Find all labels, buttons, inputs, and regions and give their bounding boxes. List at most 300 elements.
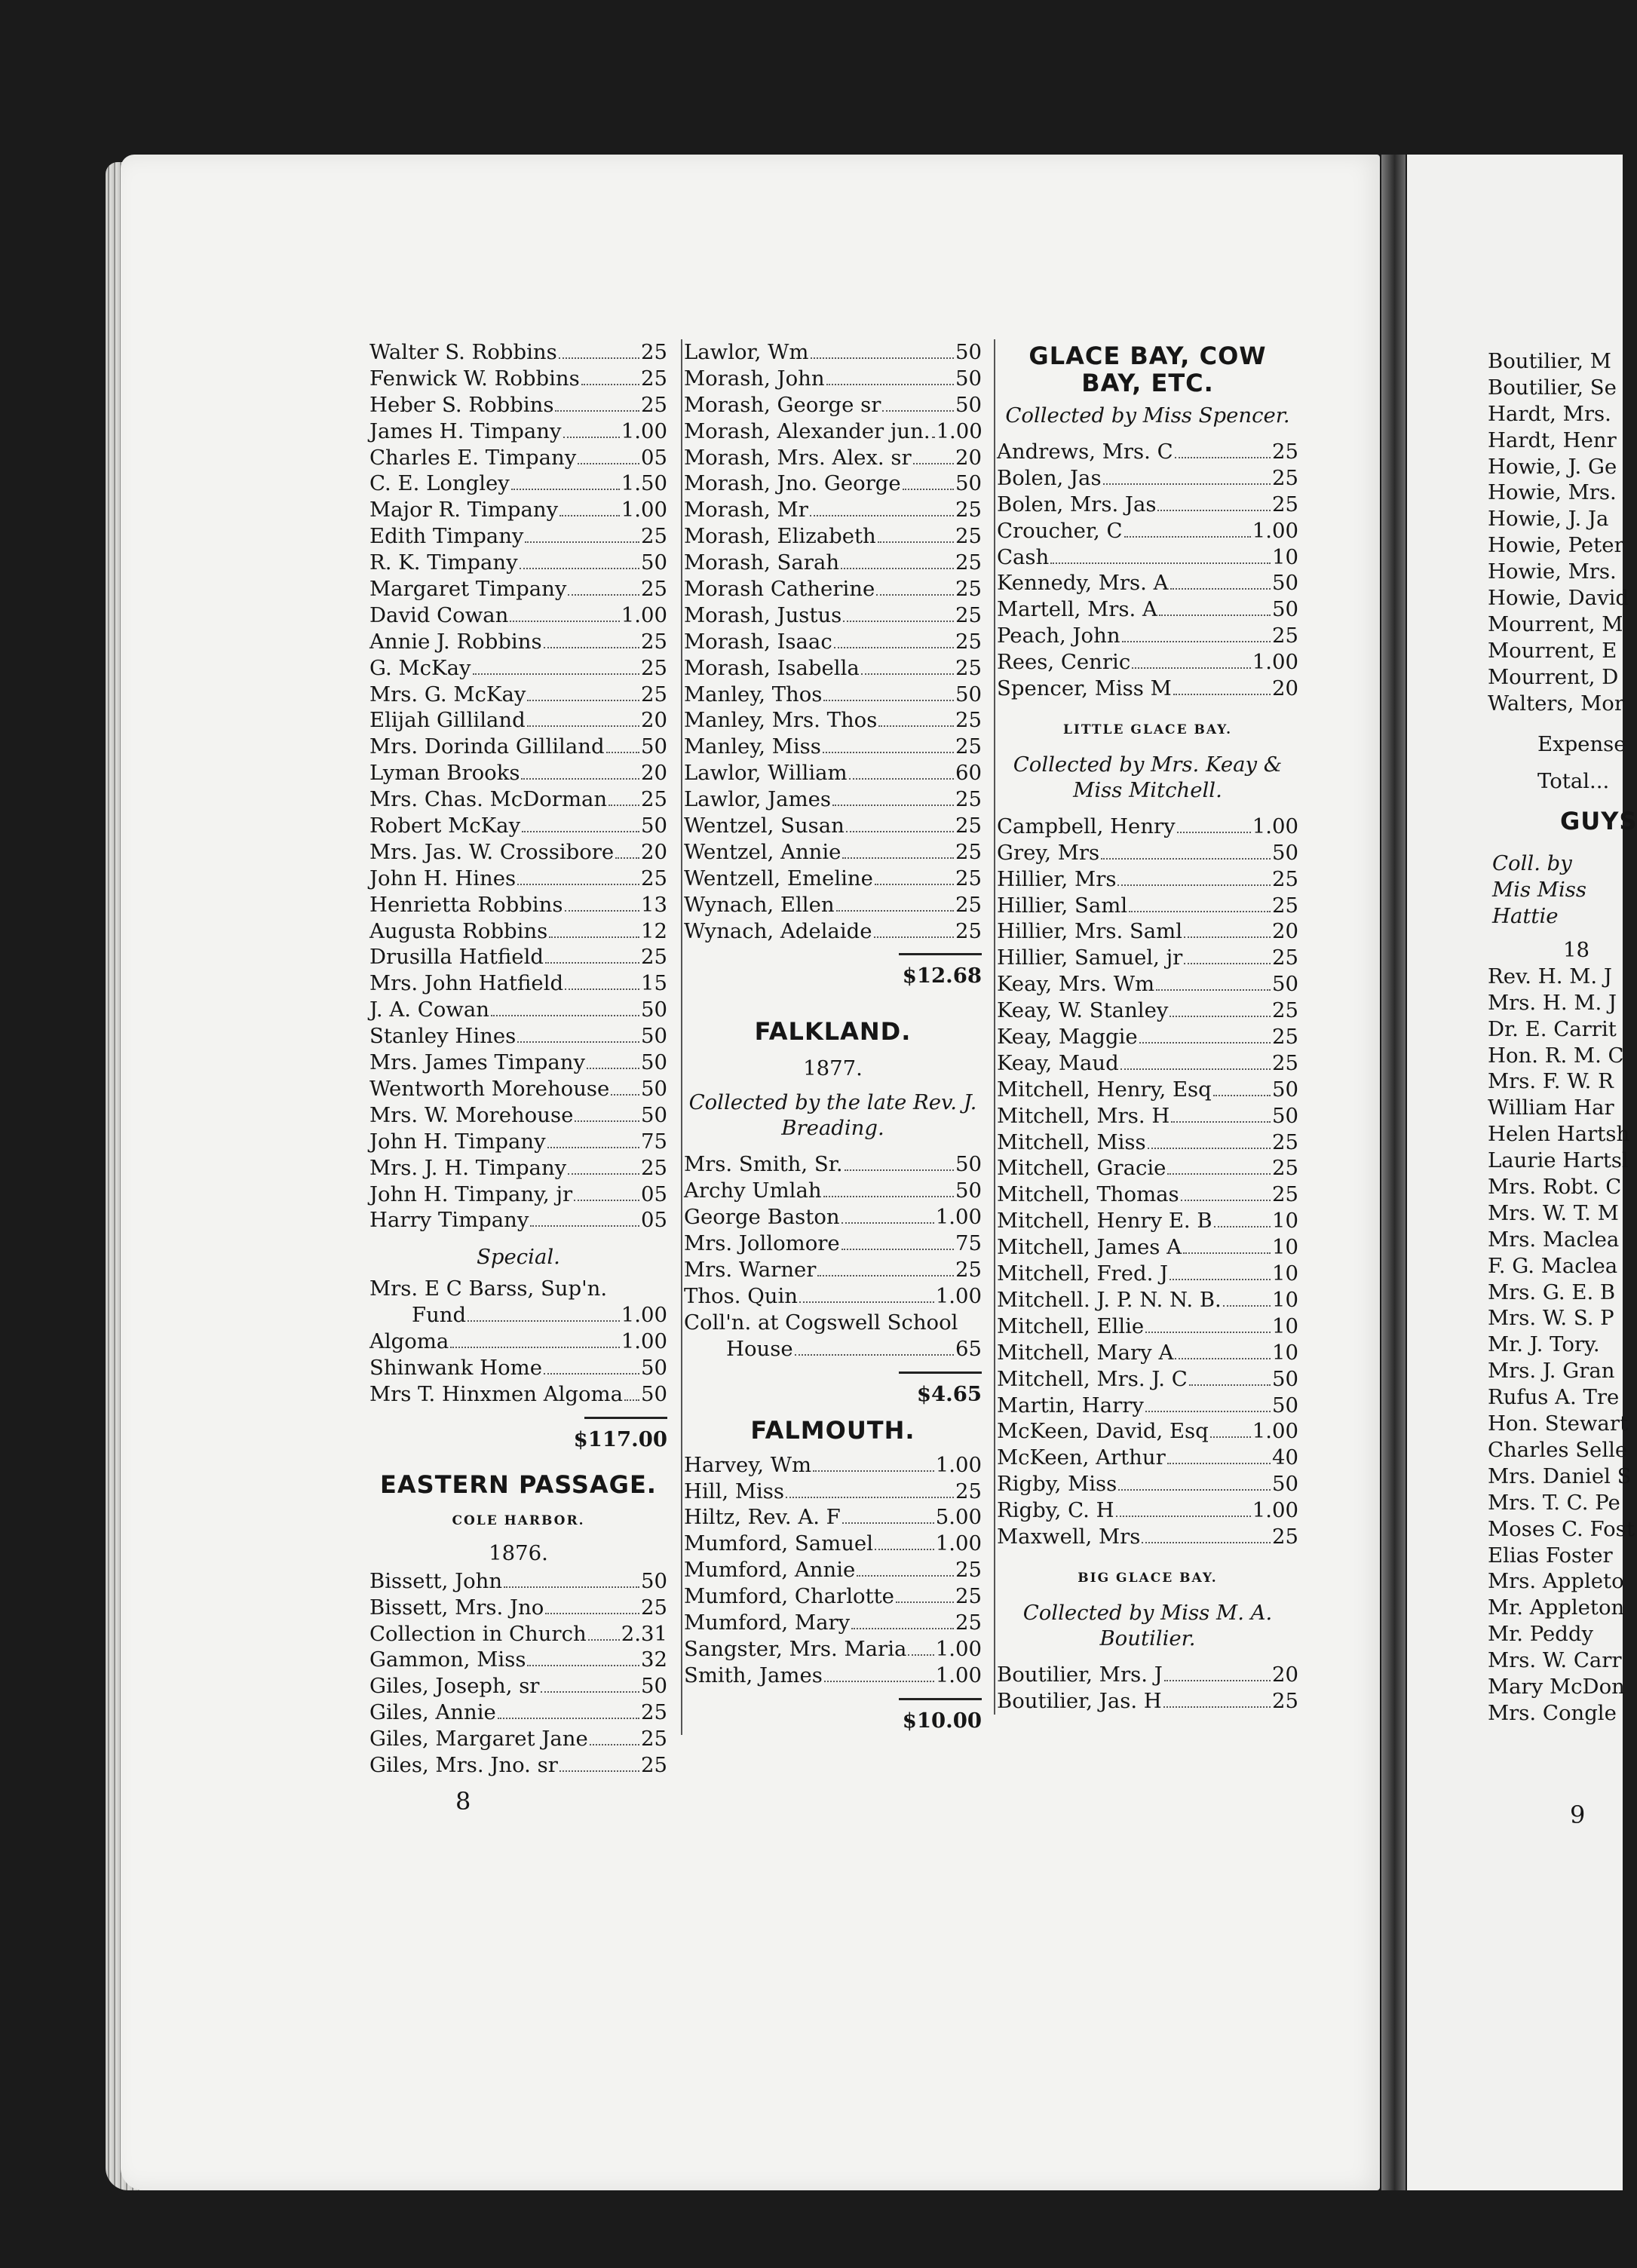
donor-name: James H. Timpany xyxy=(369,418,562,443)
donation-amount: 25 xyxy=(641,655,667,680)
donation-amount: 25 xyxy=(641,629,667,654)
donor-name: Coll'n. at Cogswell School xyxy=(684,1310,958,1335)
dot-leader xyxy=(547,1142,639,1148)
dot-leader xyxy=(1157,505,1271,511)
donor-name: Rigby, Miss xyxy=(997,1472,1117,1497)
donation-amount: 25 xyxy=(641,577,667,602)
donation-amount: 1.00 xyxy=(936,418,983,443)
donor-name: Maxwell, Mrs xyxy=(997,1524,1141,1549)
donor-name: Moses C. Fost xyxy=(1488,1516,1635,1541)
donor-name: Campbell, Henry xyxy=(997,814,1176,838)
donor-name: Wynach, Ellen xyxy=(684,892,835,917)
dot-leader xyxy=(527,695,639,701)
dot-leader xyxy=(1175,1353,1271,1359)
list-item xyxy=(1488,1516,1635,1543)
donor-list xyxy=(1488,348,1629,716)
list-item xyxy=(1488,428,1623,454)
donor-name: Harvey, Wm xyxy=(684,1452,812,1477)
list-item xyxy=(997,1313,1298,1340)
list-item xyxy=(1488,1200,1623,1227)
dot-leader xyxy=(817,1270,954,1277)
donor-name: Mourrent, D xyxy=(1488,664,1619,689)
list-item xyxy=(997,945,1298,971)
donation-amount: 50 xyxy=(955,682,982,706)
donor-name: John H. Timpany xyxy=(369,1129,546,1154)
donation-amount: 25 xyxy=(955,550,982,575)
dot-leader xyxy=(1171,1117,1271,1123)
donor-name: Charles E. Timpany xyxy=(369,445,577,470)
donor-name: Mourrent, E xyxy=(1488,638,1617,663)
list-item xyxy=(684,602,982,629)
donor-name: Manley, Miss xyxy=(684,734,821,759)
donation-amount: 50 xyxy=(641,1381,667,1406)
donation-amount: 50 xyxy=(955,366,982,391)
donation-amount: 1.00 xyxy=(1252,650,1298,675)
donor-name: J. A. Cowan xyxy=(369,998,489,1022)
list-item xyxy=(997,1287,1298,1313)
donor-list xyxy=(997,439,1298,702)
list-item xyxy=(1488,348,1623,375)
donation-amount: 10 xyxy=(1272,1313,1298,1338)
list-item xyxy=(369,339,667,366)
dot-leader xyxy=(1167,1458,1271,1464)
donation-amount: 20 xyxy=(641,708,667,733)
dot-leader xyxy=(1213,1090,1271,1096)
dot-leader xyxy=(1145,1406,1271,1412)
donation-amount: 25 xyxy=(641,787,667,812)
donor-name: Boutilier, Mrs. J xyxy=(997,1662,1163,1687)
list-item xyxy=(1488,480,1623,506)
donor-name: Elijah Gilliland xyxy=(369,708,526,733)
dot-leader xyxy=(511,484,620,490)
donor-name: Hardt, Henr xyxy=(1488,428,1617,452)
donor-name: Mumford, Samuel xyxy=(684,1531,874,1556)
subsection-heading: BIG GLACE BAY. xyxy=(1078,1570,1218,1586)
donor-name: Laurie Hartsl xyxy=(1488,1148,1629,1173)
list-item xyxy=(997,1471,1298,1497)
donation-amount: 25 xyxy=(955,498,982,523)
column-2 xyxy=(681,339,982,1735)
list-item xyxy=(1488,1621,1623,1647)
dot-leader xyxy=(588,1635,620,1641)
list-item xyxy=(1488,1174,1623,1200)
donor-name: Henrietta Robbins xyxy=(369,892,563,917)
column-3 xyxy=(994,339,1298,1715)
list-item xyxy=(1488,559,1623,585)
donor-name: Mr. Peddy xyxy=(1488,1622,1594,1647)
donor-name: Mr. J. Tory. xyxy=(1488,1332,1600,1357)
list-item xyxy=(369,1276,667,1302)
donor-name: Morash, Justus xyxy=(684,602,842,627)
donor-name: Mrs. Chas. McDorman xyxy=(369,787,608,812)
list-item xyxy=(684,445,982,471)
donor-name: Morash, Sarah xyxy=(684,550,840,575)
donor-name: Mrs. Robt. C xyxy=(1488,1175,1622,1200)
total-rule xyxy=(584,1417,667,1419)
list-item xyxy=(1488,454,1623,480)
list-item xyxy=(369,944,667,970)
donation-amount: 25 xyxy=(955,787,982,812)
dot-leader xyxy=(1117,880,1271,886)
donation-amount: 50 xyxy=(1272,1366,1298,1391)
list-item xyxy=(369,655,667,682)
donor-name: Mrs. J. H. Timpany xyxy=(369,1155,567,1180)
donor-name: Mitchell, James A xyxy=(997,1235,1182,1260)
donor-name: Mrs. Congle xyxy=(1488,1700,1617,1725)
donor-name: Morash, Isaac xyxy=(684,629,832,654)
list-item xyxy=(997,918,1298,945)
donor-name: Peach, John xyxy=(997,624,1120,648)
donation-amount: 25 xyxy=(641,1595,667,1620)
dot-leader xyxy=(1148,1143,1271,1149)
donor-name: Mrs. T. C. Pe xyxy=(1488,1490,1620,1515)
donor-name: Rees, Cenric xyxy=(997,650,1131,675)
donor-name: Mr. Appleton xyxy=(1488,1595,1625,1620)
list-item xyxy=(369,1621,667,1647)
donor-name: William Har xyxy=(1488,1096,1614,1120)
donor-name: Mitchell, Henry E. B xyxy=(997,1209,1212,1234)
donor-name: Howie, J. Ja xyxy=(1488,507,1609,532)
dot-leader xyxy=(1145,1327,1271,1333)
donor-name: Howie, Mrs. xyxy=(1488,480,1617,505)
donor-name: House xyxy=(726,1336,793,1361)
donor-name: Lawlor, James xyxy=(684,787,832,812)
dot-leader xyxy=(832,800,954,806)
list-item xyxy=(1488,611,1623,638)
donation-amount: 10 xyxy=(1272,1209,1298,1234)
donor-name: Keay, Maggie xyxy=(997,1025,1138,1050)
donor-name: Walter S. Robbins xyxy=(369,340,557,364)
donation-amount: 50 xyxy=(641,1076,667,1101)
donor-name: Hillier, Samuel, jr xyxy=(997,946,1183,970)
donor-name: Edith Timpany xyxy=(369,524,524,549)
donor-name: Rev. H. M. J xyxy=(1488,964,1612,988)
dot-leader xyxy=(520,563,639,569)
dot-leader xyxy=(450,1342,619,1348)
dot-leader xyxy=(1129,906,1271,912)
donation-amount: 25 xyxy=(1272,1688,1298,1713)
list-item xyxy=(1488,1568,1623,1595)
list-item xyxy=(684,523,982,550)
dot-leader xyxy=(799,1297,934,1303)
donor-name: Mrs. James Timpany xyxy=(369,1050,585,1075)
donor-name: Wentzel, Susan xyxy=(684,814,845,838)
dot-leader xyxy=(857,1571,954,1577)
list-item xyxy=(369,1102,667,1129)
donation-amount: 50 xyxy=(641,1674,667,1699)
list-item xyxy=(997,814,1298,840)
dot-leader xyxy=(849,774,954,780)
dot-leader xyxy=(568,590,639,596)
donation-amount: 50 xyxy=(955,471,982,496)
dot-leader xyxy=(1156,985,1271,991)
donor-name: Mitchell, Thomas xyxy=(997,1182,1179,1207)
donation-amount: 50 xyxy=(1272,1103,1298,1128)
list-item xyxy=(997,1340,1298,1366)
donor-name: Mrs. Jas. W. Crossibore xyxy=(369,839,615,864)
donation-amount: 25 xyxy=(955,734,982,759)
donor-name: Morash, Elizabeth xyxy=(684,524,876,549)
list-item xyxy=(369,497,667,523)
list-item xyxy=(684,734,982,760)
donor-name: Wentzel, Annie xyxy=(684,839,841,864)
donor-name: Howie, Peter xyxy=(1488,533,1624,558)
donor-name: Helen Hartsh xyxy=(1488,1122,1630,1147)
donation-amount: 50 xyxy=(641,1102,667,1127)
list-item xyxy=(1488,1016,1623,1043)
donation-amount: 50 xyxy=(955,1152,982,1177)
donation-amount: 25 xyxy=(955,629,982,654)
donor-name: Giles, Mrs. Jno. sr xyxy=(369,1752,558,1777)
donor-name: Mrs. John Hatfield xyxy=(369,971,564,996)
dot-leader xyxy=(559,353,639,359)
donor-name: Keay, W. Stanley xyxy=(997,998,1169,1023)
dot-leader xyxy=(908,1650,933,1656)
donation-amount: 25 xyxy=(641,1727,667,1752)
donor-name: Rufus A. Tre xyxy=(1488,1385,1620,1410)
dot-leader xyxy=(1183,1248,1271,1254)
donor-name: Morash, Isabella xyxy=(684,655,860,680)
list-item xyxy=(684,1663,982,1689)
dot-leader xyxy=(1170,1011,1271,1017)
donor-name: Hillier, Saml xyxy=(997,893,1128,918)
list-item xyxy=(369,629,667,655)
donor-name: Howie, J. Ge xyxy=(1488,454,1617,479)
donor-name: Kennedy, Mrs. A xyxy=(997,571,1169,596)
subsection-heading: LITTLE GLACE BAY. xyxy=(1062,722,1233,737)
list-item xyxy=(1488,1595,1623,1621)
donation-amount: 50 xyxy=(1272,972,1298,997)
list-item xyxy=(369,813,667,839)
list-item xyxy=(1488,506,1623,532)
list-item xyxy=(997,1103,1298,1129)
donor-name: Mitchell, Mrs. H xyxy=(997,1103,1170,1128)
list-item xyxy=(1488,1253,1623,1280)
donation-amount: 32 xyxy=(641,1647,667,1672)
list-item xyxy=(369,1182,667,1208)
dot-leader xyxy=(823,747,954,753)
donation-amount: 25 xyxy=(1272,866,1298,891)
dot-leader xyxy=(1173,689,1271,695)
donor-name: Hardt, Mrs. xyxy=(1488,401,1611,426)
list-item xyxy=(369,1076,667,1102)
donation-amount: 50 xyxy=(641,1355,667,1380)
donation-amount: 05 xyxy=(641,1182,667,1206)
donor-name: Mrs. W. S. P xyxy=(1488,1306,1614,1331)
dot-leader xyxy=(851,1623,954,1629)
collector-note: Collected by Miss M. A. Boutilier. xyxy=(1022,1600,1273,1650)
list-item xyxy=(1488,1148,1629,1174)
list-item xyxy=(1488,1121,1630,1148)
donor-name: Hon. Stewart xyxy=(1488,1411,1629,1436)
list-item xyxy=(684,629,982,655)
total-label: Total... xyxy=(1537,769,1610,794)
dot-leader xyxy=(1132,663,1251,669)
list-item xyxy=(684,418,982,445)
list-item xyxy=(369,682,667,708)
donor-name: Mumford, Charlotte xyxy=(684,1584,894,1609)
dot-leader xyxy=(549,932,639,938)
donor-name: Mitchell, Ellie xyxy=(997,1313,1145,1338)
donor-name: McKeen, David, Esq xyxy=(997,1419,1209,1444)
dot-leader xyxy=(878,537,954,543)
dot-leader xyxy=(615,853,639,859)
donation-amount: 1.00 xyxy=(935,1452,982,1477)
donor-name: Rigby, C. H xyxy=(997,1498,1114,1523)
column-1 xyxy=(369,339,667,1779)
list-item xyxy=(369,1752,667,1779)
list-item xyxy=(997,1050,1298,1077)
list-item xyxy=(1488,1068,1623,1095)
list-item xyxy=(997,1208,1298,1234)
donation-amount: 25 xyxy=(1272,1524,1298,1549)
dot-leader xyxy=(510,616,619,622)
donation-amount: 20 xyxy=(1272,676,1298,701)
list-item xyxy=(1488,1700,1623,1727)
list-item xyxy=(997,1418,1298,1445)
donation-amount: 50 xyxy=(1272,840,1298,865)
donation-amount: 25 xyxy=(955,602,982,627)
donation-amount: 25 xyxy=(1272,998,1298,1023)
donation-amount: 12 xyxy=(641,918,667,943)
donor-name: Grey, Mrs xyxy=(997,840,1100,865)
donation-amount: 25 xyxy=(1272,1025,1298,1050)
list-item xyxy=(684,1636,982,1663)
dot-leader xyxy=(1177,827,1251,833)
dot-leader xyxy=(544,642,639,648)
donor-name: Hillier, Mrs xyxy=(997,866,1117,891)
dot-leader xyxy=(1164,1675,1271,1681)
list-item xyxy=(684,1531,982,1557)
donor-name: Mrs. G. E. B xyxy=(1488,1280,1616,1304)
donor-name: Croucher, C xyxy=(997,518,1123,543)
donor-name: Stanley Hines xyxy=(369,1024,517,1049)
total-rule xyxy=(899,1698,982,1700)
list-item xyxy=(1488,375,1623,401)
donor-name: Morash, Alexander jun. xyxy=(684,418,930,443)
dot-leader xyxy=(1210,1432,1251,1438)
collector-note: Collected by the late Rev. J. Breading. xyxy=(688,1090,977,1141)
donor-name: Manley, Mrs. Thos xyxy=(684,708,878,733)
list-item xyxy=(369,1050,667,1076)
total-rule xyxy=(899,1372,982,1374)
dot-leader xyxy=(841,1244,954,1250)
list-item xyxy=(1488,585,1629,611)
donation-amount: 50 xyxy=(641,814,667,838)
dot-leader xyxy=(525,537,639,543)
list-item xyxy=(1488,532,1623,559)
list-item xyxy=(997,1024,1298,1050)
donation-amount: 25 xyxy=(641,524,667,549)
donation-amount: 25 xyxy=(1272,1182,1298,1207)
list-item xyxy=(684,576,982,602)
donation-amount: 50 xyxy=(955,340,982,364)
donor-name: Morash, Mrs. Alex. sr xyxy=(684,445,912,470)
dot-leader xyxy=(587,1063,639,1069)
donor-name: Mrs. Smith, Sr. xyxy=(684,1152,843,1177)
list-item xyxy=(997,1155,1298,1182)
donation-amount: 1.00 xyxy=(935,1663,982,1687)
dot-leader xyxy=(1116,1511,1251,1517)
dot-leader xyxy=(467,1316,620,1322)
dot-leader xyxy=(498,1713,639,1719)
donation-amount: 20 xyxy=(1272,919,1298,944)
list-item xyxy=(997,1366,1298,1393)
donation-amount: 05 xyxy=(641,1208,667,1233)
dot-leader xyxy=(517,1037,639,1043)
dot-leader xyxy=(875,1544,934,1550)
dot-leader xyxy=(530,1221,639,1227)
donation-amount: 50 xyxy=(641,550,667,575)
dot-leader xyxy=(896,1597,954,1603)
donor-name: Augusta Robbins xyxy=(369,918,548,943)
donor-list xyxy=(684,1452,982,1689)
donor-name: Hon. R. M. C xyxy=(1488,1043,1624,1068)
list-item xyxy=(997,866,1298,893)
dot-leader xyxy=(1163,1702,1271,1708)
list-item xyxy=(997,649,1298,676)
list-item xyxy=(997,840,1298,866)
list-item xyxy=(684,470,982,497)
donation-amount: 20 xyxy=(1272,1662,1298,1687)
donation-amount: 25 xyxy=(955,839,982,864)
list-item xyxy=(997,570,1298,596)
donation-amount: 50 xyxy=(641,1024,667,1049)
dot-leader xyxy=(544,1368,639,1375)
dot-leader xyxy=(473,669,639,675)
donor-name: Mumford, Annie xyxy=(684,1558,856,1583)
list-item xyxy=(369,1699,667,1726)
section-total: $12.68 xyxy=(902,964,982,988)
list-item xyxy=(997,623,1298,649)
donation-amount: 25 xyxy=(1272,492,1298,516)
donor-name: Giles, Margaret Jane xyxy=(369,1727,588,1752)
donation-amount: 1.00 xyxy=(621,418,667,443)
dot-leader xyxy=(842,853,954,859)
donor-name: Thos. Quin xyxy=(684,1283,798,1308)
list-item xyxy=(684,760,982,786)
list-item xyxy=(997,1129,1298,1156)
list-item xyxy=(684,1610,982,1636)
donation-amount: 25 xyxy=(1272,465,1298,490)
dot-leader xyxy=(565,906,639,912)
list-item xyxy=(997,1662,1298,1688)
donor-name: John H. Hines xyxy=(369,866,517,890)
donation-amount: 25 xyxy=(1272,624,1298,648)
dot-leader xyxy=(861,669,954,675)
dot-leader xyxy=(878,721,954,727)
donor-name: Heber S. Robbins xyxy=(369,392,554,417)
donation-amount: 1.00 xyxy=(935,1205,982,1230)
dot-leader xyxy=(527,721,639,727)
list-item xyxy=(684,918,982,945)
donor-name: Mrs. Jollomore xyxy=(684,1231,840,1256)
donation-amount: 25 xyxy=(1272,1050,1298,1075)
donor-name: Drusilla Hatfield xyxy=(369,945,544,970)
donation-amount: 25 xyxy=(955,918,982,943)
list-item xyxy=(369,523,667,550)
dot-leader xyxy=(1181,1195,1271,1201)
donation-amount: 20 xyxy=(641,761,667,786)
list-item xyxy=(1488,664,1623,691)
donor-name: Bolen, Jas xyxy=(997,465,1102,490)
section-heading-guysborough: GUYS xyxy=(1560,807,1637,836)
dot-leader xyxy=(545,958,639,964)
donor-name: Annie J. Robbins xyxy=(369,629,542,654)
donor-name: Giles, Annie xyxy=(369,1700,496,1725)
list-item xyxy=(369,866,667,892)
page-number-right: 9 xyxy=(1570,1801,1586,1829)
